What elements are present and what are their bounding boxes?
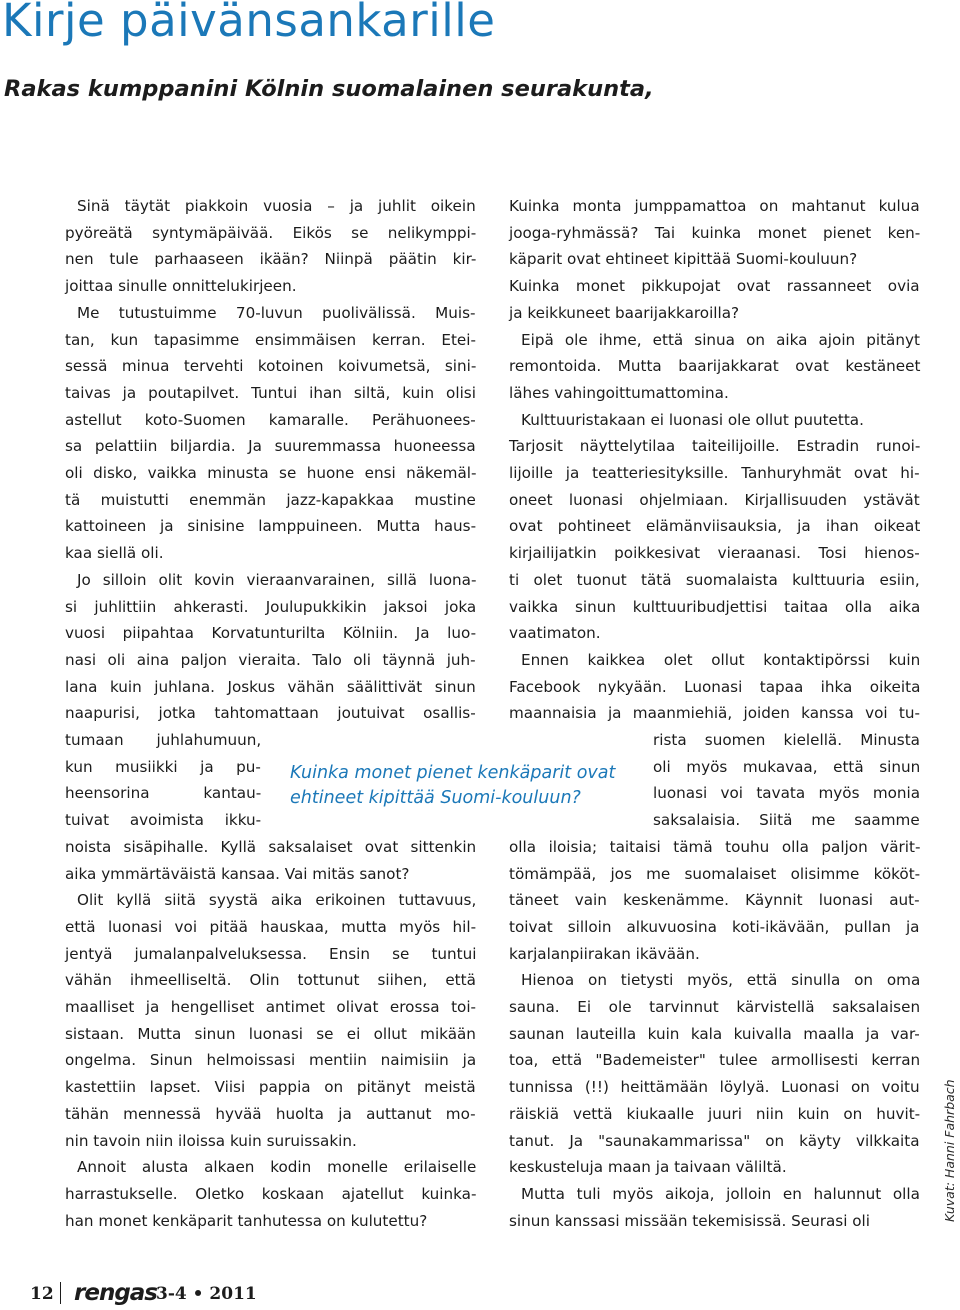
text-line: ongelma. Sinun helmoissasi mentiin naimisiin ja [65, 1051, 477, 1070]
text-line: si juhlittiin ahkerasti. Joulupukkikin jaksoi joka [65, 597, 477, 616]
text-line: naapurisi, jotka tahtomattaan joutuivat osallis- [65, 704, 476, 723]
text-line: astellut koto-Suomen kamaralle. Perähuonees- [65, 410, 476, 429]
salutation: Rakas kumppanini Kölnin suomalainen seurakunta, [4, 76, 654, 102]
text-line: oli disko, vaikka minusta se huone ensi näkemäl- [65, 464, 477, 482]
text-line: tähän mennessä hyvää huolta ja auttanut mo- [65, 1104, 476, 1123]
text-line: nen tule parhaaseen ikään? Niinpä päätin kir- [65, 250, 477, 269]
text-line: olla iloisia; taitaisi tämä touhu olla paljon värit- [509, 837, 921, 856]
text-line: vaikka sinun kulttuuribudjettisi taitaa olla aika [509, 597, 921, 616]
text-line: että luonasi voi pitää hauskaa, mutta myös hil- [65, 917, 477, 936]
text-line: Eipä ole ihme, että sinua on aika ajoin pitänyt [521, 330, 920, 349]
text-line: kaa siellä oli. [65, 544, 164, 563]
text-line: ovat pohtineet elämänviisauksia, ja ihan oikeat [509, 517, 921, 536]
text-line: Annoit alusta alkaen kodin monelle erilaiselle [77, 1158, 477, 1177]
text-line: räiskiä vettä kiukaalle juuri niin kuin on huvit- [509, 1104, 921, 1123]
text-line: tä muistutti enemmän jazz-kapakkaa mustine [65, 490, 476, 509]
text-line: sistaan. Mutta sinun luonasi se ei ollut mikään [65, 1024, 476, 1043]
text-line: Jo silloin olit kovin vieraanvarainen, sillä luona- [77, 570, 477, 589]
text-line: taivas ja poutapilvet. Tuntui ihan siltä, kuin olisi [65, 383, 476, 402]
text-line: maannaisia ja maanmiehiä, joiden kanssa voi tu- [509, 704, 920, 723]
text-line: noista sisäpihalle. Kyllä saksalaiset ovat sittenkin [65, 837, 477, 856]
text-line: tumaan juhlahumuun, [65, 731, 262, 749]
text-line: sinun kanssasi missään tekemisissä. Seurasi oli [509, 1211, 870, 1230]
text-line: Me tutustuimme 70-luvun puolivälissä. Muis- [77, 303, 476, 322]
text-line: nasi oli aina paljon vieraita. Talo oli täynnä juh- [65, 650, 476, 669]
text-line: tanut. Ja "saunakammarissa" on käyty vilkkaita [509, 1131, 920, 1150]
magazine-logo: rengas [74, 1280, 157, 1306]
text-line: sessä minua tervehti kotoinen koivumetsä, sini- [65, 357, 477, 376]
text-line: kun musiikki ja pu- [65, 757, 261, 776]
text-line: saksalaisia. Siitä me saamme [653, 811, 920, 830]
text-line: tuivat avoimista ikku- [65, 811, 262, 830]
text-line: oli myös mukavaa, että sinun [653, 757, 921, 776]
text-line: oneet luonasi ohjelmiaan. Kirjallisuuden ystävät [509, 490, 920, 509]
text-line: sa pelattiin biljardia. Ja suuremmassa huoneessa [65, 437, 476, 456]
text-line: jentyä jumalanpalveluksessa. Ensin se tuntui [65, 944, 477, 963]
text-line: aika ymmärtäväistä kansaa. Vai mitäs sanot? [65, 864, 410, 883]
text-line: heensorina kantau- [65, 784, 262, 803]
text-line: Hienoa on tietysti myös, että sinulla on oma [521, 971, 921, 990]
text-line: nin tavoin niin iloissa kuin suruissakin. [65, 1131, 357, 1150]
text-line: keskusteluja maan ja taivaan väliltä. [509, 1158, 787, 1177]
page-number: 12 [30, 1284, 54, 1304]
text-line: Kuinka monta jumppamattoa on mahtanut kulua [509, 197, 920, 215]
text-line: Kuinka monet pikkupojat ovat rassanneet ovia [509, 277, 920, 296]
text-line: Tarjosit näyttelytilaa taiteilijoille. Estradin runoi- [509, 437, 921, 456]
text-line: Kulttuuristakaan ei luonasi ole ollut puutetta. [521, 410, 864, 429]
pull-quote-line: ehtineet kipittää Suomi-kouluun? [290, 788, 581, 808]
text-line: tunnissa (!!) heittämään löylyä. Luonasi on voitu [509, 1078, 920, 1097]
text-line: joittaa sinulle onnittelukirjeen. [65, 277, 297, 296]
text-line: karjalanpiirakan ikävään. [509, 944, 700, 963]
text-line: remontoida. Mutta baarijakkarat ovat kestäneet [509, 357, 921, 376]
text-line: kastettiin lapset. Viisi pappia on pitänyt meistä [65, 1078, 476, 1097]
text-line: tan, kun tapasimme ensimmäisen kerran. Etei- [65, 330, 476, 349]
text-line: toivat silloin alkuvuosina koti-ikävään, pullan ja [509, 917, 920, 936]
text-line: käparit ovat ehtineet kipittää Suomi-kouluun? [509, 250, 858, 269]
text-line: Facebook nykyään. Luonasi tapaa ihka oikeita [509, 677, 921, 696]
text-line: tömämpää, jos me suomalaiset olisimme kököt- [509, 864, 921, 883]
text-line: saunan lauteilla kuin kala kuivalla maalla ja var- [509, 1024, 920, 1043]
text-line: täneet vain keskenämme. Käynnit luonasi aut- [509, 891, 920, 910]
text-line: ja keikkuneet baarijakkaroilla? [509, 303, 740, 322]
text-line: sauna. Ei ole tarvinnut kärvistellä saksalaisen [509, 998, 921, 1016]
text-line: lana kuin juhlana. Joskus vähän säälittivät sinun [65, 677, 476, 696]
text-line: Ennen kaikkea olet ollut kontaktipörssi kuin [521, 650, 921, 669]
text-line: kattoineen ja sinisine lamppuineen. Mutta haus- [65, 517, 477, 536]
text-line: Sinä täytät piakkoin vuosia – ja juhlit oikein [77, 197, 476, 215]
text-line: Mutta tuli myös aikoja, jolloin en halunnut olla [521, 1184, 920, 1203]
text-line: vähän ihmeelliseltä. Olin tottunut siihen, että [65, 971, 476, 990]
text-line: harrastukselle. Oletko koskaan ajatellut kuinka- [65, 1184, 477, 1203]
footer-divider [60, 1282, 61, 1304]
text-line: maalliset ja hengelliset antimet olivat erossa toi- [65, 998, 477, 1016]
issue-number: 3-4 • 2011 [156, 1284, 257, 1304]
text-line: luonasi voi tavata myös monia [653, 784, 921, 803]
text-line: han monet kenkäparit tanhutessa on kulutettu? [65, 1211, 428, 1230]
photo-credit: Kuvat: Hanni Fahrbach [942, 1079, 957, 1222]
text-line: jooga-ryhmässä? Tai kuinka monet pienet ken- [509, 223, 921, 242]
text-line: lähes vahingoittumattomina. [509, 383, 729, 402]
text-line: rista suomen kielellä. Minusta [653, 731, 920, 749]
pull-quote-line: Kuinka monet pienet kenkäparit ovat [290, 763, 616, 783]
text-line: kirjailijatkin poikkesivat vieraanasi. Tosi hienos- [509, 544, 920, 563]
text-line: Olit kyllä siitä syystä aika erikoinen tuttavuus, [77, 891, 477, 910]
text-line: toa, että "Bademeister" tulee armollisesti kerran [509, 1051, 921, 1070]
text-line: ti olet tuonut tätä suomalaista kulttuuria esiin, [509, 570, 920, 589]
text-line: pyöreätä syntymäpäivää. Eikös se nelikymppi- [65, 223, 477, 242]
text-line: vuosi piipahtaa Korvatunturilta Kölniin. Ja luo- [65, 624, 477, 643]
text-line: vaatimaton. [509, 624, 601, 643]
text-line: lijoille ja teatteriesityksille. Tanhuryhmät ovat hi- [509, 464, 920, 482]
page-title: Kirje päivänsankarille [2, 0, 496, 47]
